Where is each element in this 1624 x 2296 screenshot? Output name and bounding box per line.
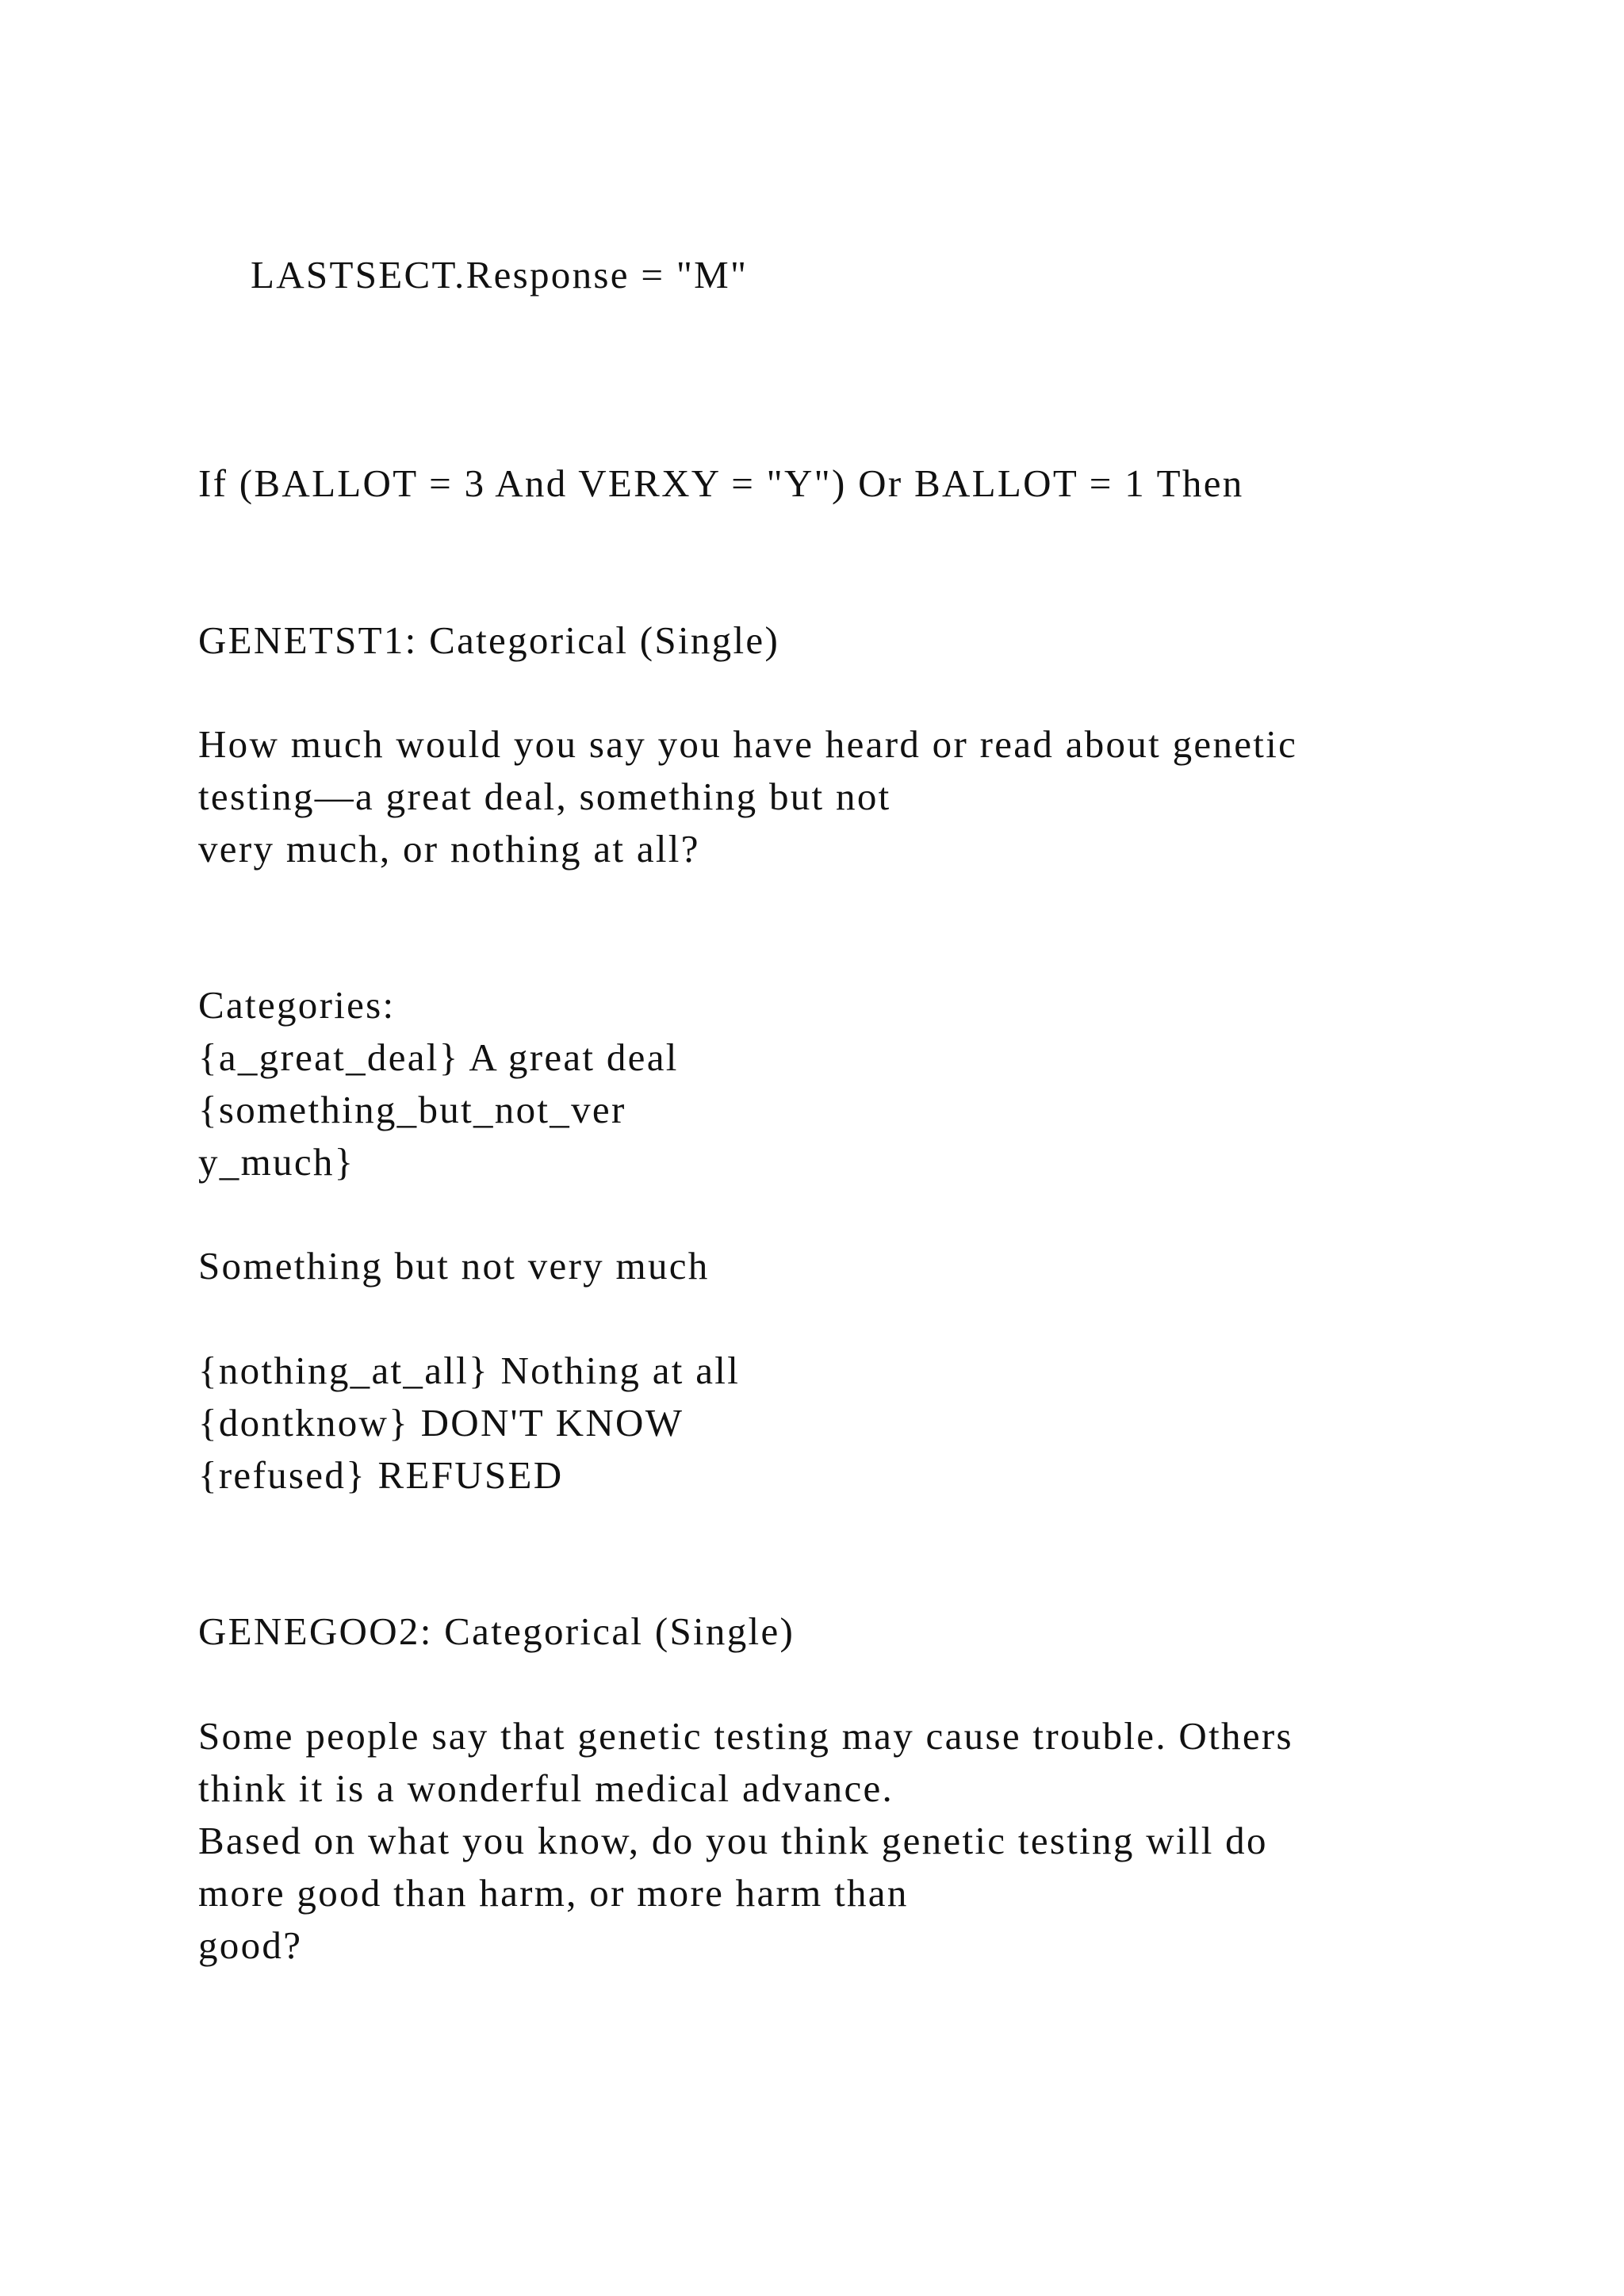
genetst1-heading: GENETST1: Categorical (Single) bbox=[198, 618, 780, 662]
genegoo2-question-line-2: think it is a wonderful medical advance. bbox=[198, 1766, 894, 1810]
genetst1-question-line-1: How much would you say you have heard or read about genetic bbox=[198, 722, 1298, 766]
category-something-code-part-2: y_much} bbox=[198, 1140, 355, 1184]
genetst1-question-line-3: very much, or nothing at all? bbox=[198, 827, 700, 871]
genegoo2-question-line-5: good? bbox=[198, 1923, 303, 1967]
categories-label: Categories: bbox=[198, 983, 396, 1027]
genegoo2-question-line-3: Based on what you know, do you think genetic testing will do bbox=[198, 1819, 1268, 1862]
category-dontknow: {dontknow} DON'T KNOW bbox=[198, 1401, 684, 1445]
genegoo2-question-line-1: Some people say that genetic testing may cause trouble. Others bbox=[198, 1714, 1293, 1758]
genetst1-question-line-2: testing—a great deal, something but not bbox=[198, 775, 891, 818]
code-line-lastsect: LASTSECT.Response = "M" bbox=[251, 253, 749, 297]
category-a-great-deal: {a_great_deal} A great deal bbox=[198, 1035, 679, 1079]
category-nothing-at-all: {nothing_at_all} Nothing at all bbox=[198, 1349, 741, 1392]
category-refused: {refused} REFUSED bbox=[198, 1453, 564, 1497]
genegoo2-heading: GENEGOO2: Categorical (Single) bbox=[198, 1609, 795, 1653]
category-something-label: Something but not very much bbox=[198, 1244, 710, 1288]
genegoo2-question-line-4: more good than harm, or more harm than bbox=[198, 1871, 909, 1915]
condition-line: If (BALLOT = 3 And VERXY = "Y") Or BALLOT = 1 Then bbox=[198, 461, 1244, 505]
category-something-code-part-1: {something_but_not_ver bbox=[198, 1088, 626, 1131]
